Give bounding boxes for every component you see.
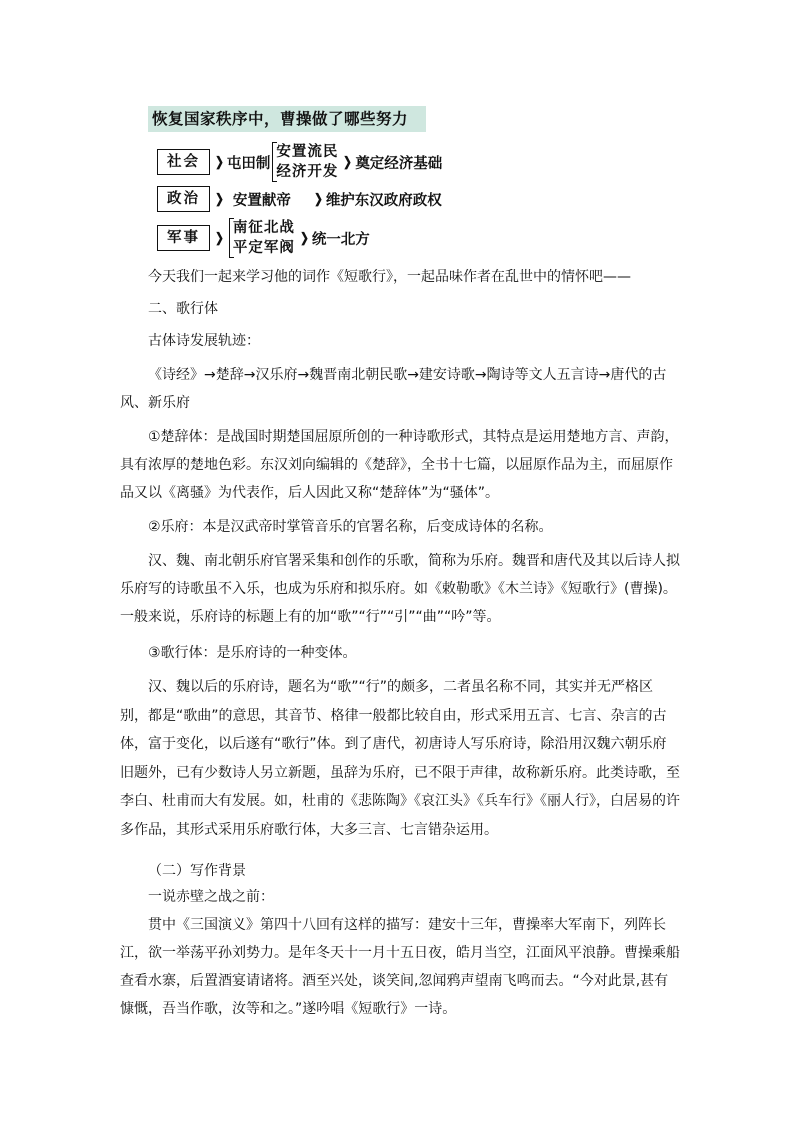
bracket-item: 南征北战 <box>232 219 295 236</box>
diagram-row-military <box>157 218 370 258</box>
paragraph: 古体诗发展轨迹： <box>148 333 260 349</box>
bracket-group <box>272 142 338 182</box>
arrow-icon: ❯ <box>215 230 224 246</box>
result-text: 维护东汉政府政权 <box>325 191 442 209</box>
section-heading: 二、歌行体 <box>148 301 218 317</box>
bracket-item: 经济开发 <box>276 163 339 180</box>
result-text: 统一北方 <box>311 230 370 248</box>
paragraph: ③歌行体：是乐府诗的一种变体。 <box>148 645 357 661</box>
label-box: 社会 <box>157 149 210 175</box>
paragraph: ①楚辞体：是战国时期楚国屈原所创的一种诗歌形式，其特点是运用楚地方言、声韵，具有浓厚的楚地色彩。东汉刘向编辑的《楚辞》，全书十七篇，以屈原作品为主，而屈原作品又以《离骚》为代表作，后人因此又称“楚辞体”为“骚体”。 <box>120 429 679 501</box>
bracket-item: 安置流民 <box>276 143 339 160</box>
arrow-icon: ❯ <box>299 230 309 246</box>
arrow-icon: ❯ <box>215 154 224 170</box>
bracket-group <box>229 218 295 258</box>
arrow-icon: ❯ <box>215 191 224 207</box>
paragraph: 贯中《三国演义》第四十八回有这样的描写：建安十三年，曹操率大军南下，列阵长江，欲一举荡平孙刘势力。是年冬天十一月十五日夜，皓月当空，江面风平浪静。曹操乘船查看水寨，后置酒宴请诸将。酒至兴处，谈笑间,忽闻鸦声望南飞鸣而去。“今对此景,甚有慷慨，吾当作歌，汝等和之。”遂吟唱《短歌行》一诗。 <box>120 917 680 1017</box>
paragraph: 今天我们一起来学习他的词作《短歌行》，一起品味作者在乱世中的情怀吧—— <box>148 269 631 285</box>
arrow-icon: ❯ <box>313 191 323 207</box>
paragraph: 一说赤壁之战之前： <box>148 889 274 905</box>
item-text: 安置献帝 <box>232 191 291 209</box>
section-heading: （二）写作背景 <box>148 863 246 879</box>
paragraph: ②乐府：本是汉武帝时掌管音乐的官署名称，后变成诗体的名称。 <box>148 519 553 535</box>
paragraph: 汉、魏、南北朝乐府官署采集和创作的乐歌，简称为乐府。魏晋和唐代及其以后诗人拟乐府写的诗歌虽不入乐，也成为乐府和拟乐府。如《敕勒歌》《木兰诗》《短歌行》(曹操)。一般来说，乐府诗的标题上有的加“歌”“行”“引”“曲”“吟”等。 <box>120 553 680 625</box>
label-box: 军事 <box>157 225 210 251</box>
paragraph: 《诗经》→楚辞→汉乐府→魏晋南北朝民歌→建安诗歌→陶诗等文人五言诗→唐代的古风、新乐府 <box>120 367 667 411</box>
label-box: 政治 <box>157 186 210 212</box>
section-headline: 恢复国家秩序中，曹操做了哪些努力 <box>148 106 426 132</box>
paragraph: 汉、魏以后的乐府诗，题名为“歌”“行”的颇多，二者虽名称不同，其实并无严格区别，都是“歌曲”的意思，其音节、格律一般都比较自由，形式采用五言、七言、杂言的古体，富于变化，以后遂有“歌行”体。到了唐代，初唐诗人写乐府诗，除沿用汉魏六朝乐府旧题外，已有少数诗人另立新题，虽辞为乐府，已不限于声律，故称新乐府。此类诗歌，至李白、杜甫而大有发展。如，杜甫的《悲陈陶》《哀江头》《兵车行》《丽人行》，白居易的许多作品，其形式采用乐府歌行体，大多三言、七言错杂运用。 <box>120 679 680 838</box>
diagram-row-society <box>157 142 442 182</box>
bracket-item: 平定军阀 <box>232 239 295 256</box>
diagram-row-politics <box>157 186 442 212</box>
result-text: 奠定经济基础 <box>355 154 443 172</box>
item-text: 屯田制 <box>226 154 271 172</box>
arrow-icon: ❯ <box>343 154 353 170</box>
